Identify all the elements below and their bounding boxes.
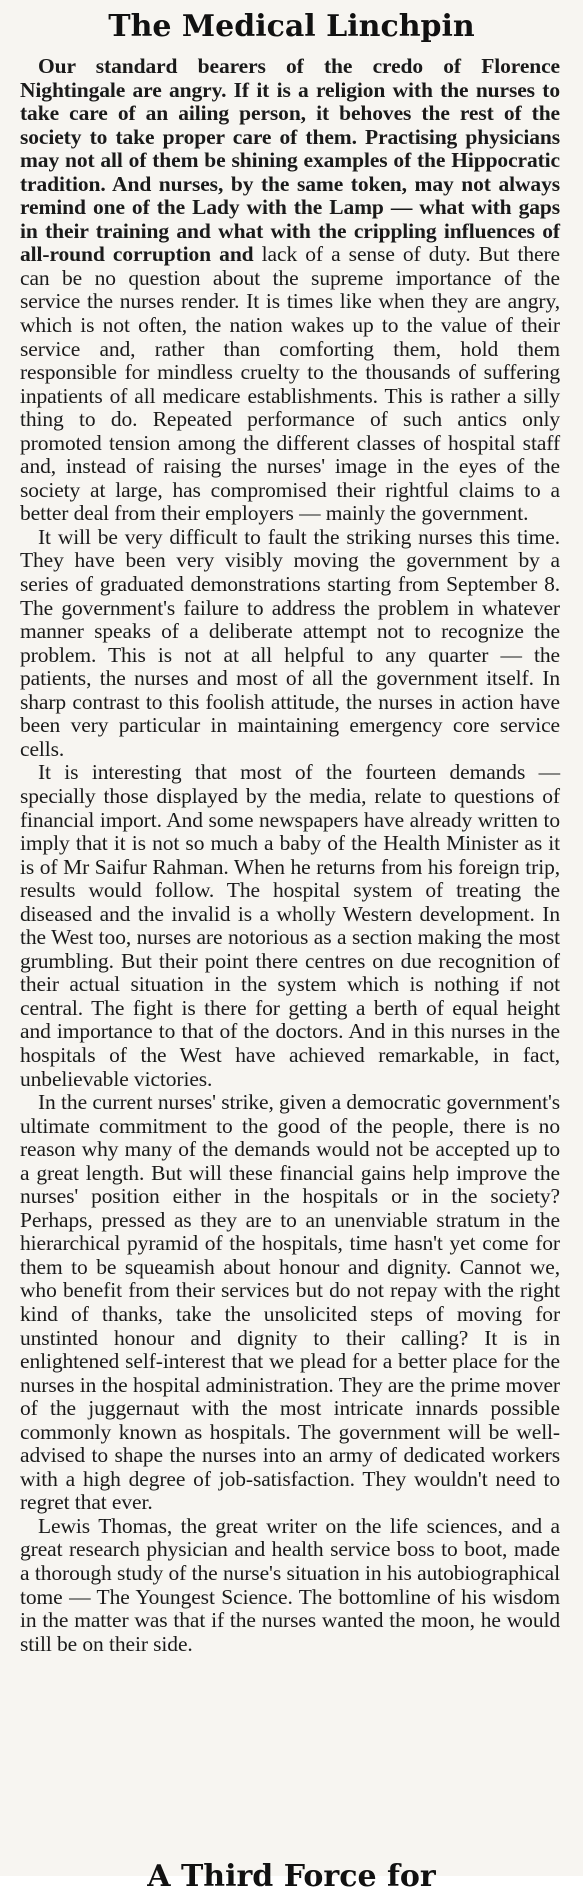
paragraph-2 <box>20 526 560 761</box>
paragraph-4 <box>20 1091 560 1515</box>
next-article-cutoff <box>0 1859 583 1894</box>
paragraph-5 <box>20 1515 560 1656</box>
paragraph-1-lead: Our standard bearers of the credo of Florence Nightingale are angry. If it is a religion with the nurses to take care of an ailing person, it behoves the rest of the society to take proper care of them. Practising physicians may not all of them be shining examples of the Hippocratic tradition. And nurses, by the same token, may not always remind one of the Lady with the Lamp — what with gaps in their training and what with the crippling influences of all-round corruption and <box>20 54 560 267</box>
paragraph-1-text: lack of a sense of duty. But there can be no question about the supreme importance of the service the nurses render. It is times like when they are angry, which is not often, the nation wakes up to the value of their service and, rather than comforting them, hold them responsible for mindless cruelty to the thousands of suffering inpatients of all medicare establishments. This is rather a silly thing to do. Repeated performance of such antics only promoted tension among the different classes of hospital staff and, instead of raising the nurses' image in the eyes of the society at large, has compromised their rightful claims to a better deal from their employers — mainly the government. <box>20 242 560 526</box>
paragraph-5-text: Lewis Thomas, the great writer on the life sciences, and a great research physician and health service boss to boot, made a thorough study of the nurse's situation in his autobiographical tome — The Youngest Science. The bottomline of his wisdom in the matter was that if the nurses wanted the moon, he would still be on their side. <box>20 1513 560 1656</box>
paragraph-2-text: It will be very difficult to fault the striking nurses this time. They have been very visibly moving the government by a series of graduated demonstrations starting from September 8. The government's failure to address the problem in whatever manner speaks of a deliberate attempt not to recognize the problem. This is not at all helpful to any quarter — the patients, the nurses and most of all the government itself. In sharp contrast to this foolish attitude, the nurses in action have been very particular in maintaining emergency core service cells. <box>20 524 560 761</box>
paragraph-3 <box>20 761 560 1091</box>
paragraph-4-text: In the current nurses' strike, given a democratic government's ultimate commitment to the good of the people, there is no reason why many of the demands would not be accepted up to a great length. But will these financial gains help improve the nurses' position either in the hospitals or in the society? Perhaps, pressed as they are to an unenviable stratum in the hierarchical pyramid of the hospitals, time hasn't yet come for them to be squeamish about honour and dignity. Cannot we, who benefit from their services but do not repay with the right kind of thanks, take the unsolicited steps of moving for unstinted honour and dignity to their calling? It is in enlightened self-interest that we plead for a better place for the nurses in the hospital administration. They are the prime mover of the juggernaut with the most intricate innards possible commonly known as hospitals. The government will be well-advised to shape the nurses into an army of dedicated workers with a high degree of job-satisfaction. They wouldn't need to regret that ever. <box>20 1090 560 1515</box>
next-article-headline: A Third Force for <box>147 1859 436 1894</box>
paragraph-1 <box>20 55 560 526</box>
article-body <box>20 55 560 1656</box>
article-headline: The Medical Linchpin <box>108 9 475 44</box>
paragraph-3-text: It is interesting that most of the fourteen demands — specially those displayed by the media, relate to questions of financial import. And some newspapers have already written to imply that it is not so much a baby of the Health Minister as it is of Mr Saifur Rahman. When he returns from his foreign trip, results would follow. The hospital system of treating the diseased and the invalid is a wholly Western development. In the West too, nurses are notorious as a section making the most grumbling. But their point there centres on due recognition of their actual situation in the system which is nothing if not central. The fight is there for getting a berth of equal height and importance to that of the doctors. And in this nurses in the hospitals of the West have achieved remarkable, in fact, unbelievable victories. <box>20 760 560 1091</box>
